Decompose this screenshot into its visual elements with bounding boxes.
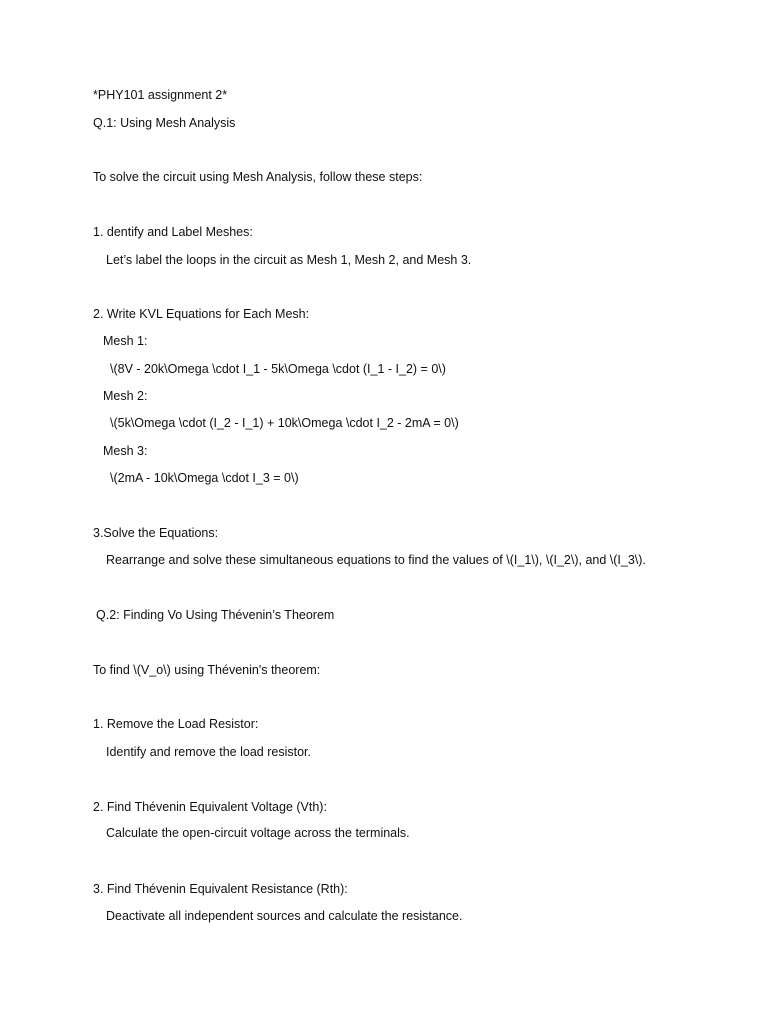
q2-step2-text: Calculate the open-circuit voltage across the terminals. bbox=[106, 826, 410, 840]
q1-step3-title: 3.Solve the Equations: bbox=[93, 526, 219, 540]
q1-step3-text: Rearrange and solve these simultaneous equations to find the values of \(I_1\), \(I_2\), and \(I_3\). bbox=[106, 553, 646, 567]
q2-step1-title: 1. Remove the Load Resistor: bbox=[93, 717, 259, 731]
q2-heading: Q.2: Finding Vo Using Thévenin’s Theorem bbox=[96, 608, 335, 622]
mesh3-label: Mesh 3: bbox=[103, 444, 148, 458]
mesh1-label: Mesh 1: bbox=[103, 334, 148, 348]
q2-step3-title: 3. Find Thévenin Equivalent Resistance (Rth): bbox=[93, 882, 348, 896]
q2-step1-text: Identify and remove the load resistor. bbox=[106, 745, 311, 759]
q2-step2-title: 2. Find Thévenin Equivalent Voltage (Vth): bbox=[93, 800, 327, 814]
mesh3-equation: \(2mA - 10k\Omega \cdot I_3 = 0\) bbox=[110, 471, 299, 485]
mesh1-equation: \(8V - 20k\Omega \cdot I_1 - 5k\Omega \cdot (I_1 - I_2) = 0\) bbox=[110, 362, 446, 376]
q1-step2-title: 2. Write KVL Equations for Each Mesh: bbox=[93, 307, 310, 321]
q1-heading: Q.1: Using Mesh Analysis bbox=[93, 116, 236, 130]
q1-step1-title: 1. dentify and Label Meshes: bbox=[93, 225, 253, 239]
q1-step1-text: Let’s label the loops in the circuit as Mesh 1, Mesh 2, and Mesh 3. bbox=[106, 253, 472, 267]
q2-step3-text: Deactivate all independent sources and calculate the resistance. bbox=[106, 909, 463, 923]
q1-intro: To solve the circuit using Mesh Analysis, follow these steps: bbox=[93, 170, 423, 184]
mesh2-equation: \(5k\Omega \cdot (I_2 - I_1) + 10k\Omega \cdot I_2 - 2mA = 0\) bbox=[110, 416, 459, 430]
q2-intro: To find \(V_o\) using Thévenin's theorem: bbox=[93, 663, 321, 677]
mesh2-label: Mesh 2: bbox=[103, 389, 148, 403]
document-title: *PHY101 assignment 2* bbox=[93, 88, 228, 102]
